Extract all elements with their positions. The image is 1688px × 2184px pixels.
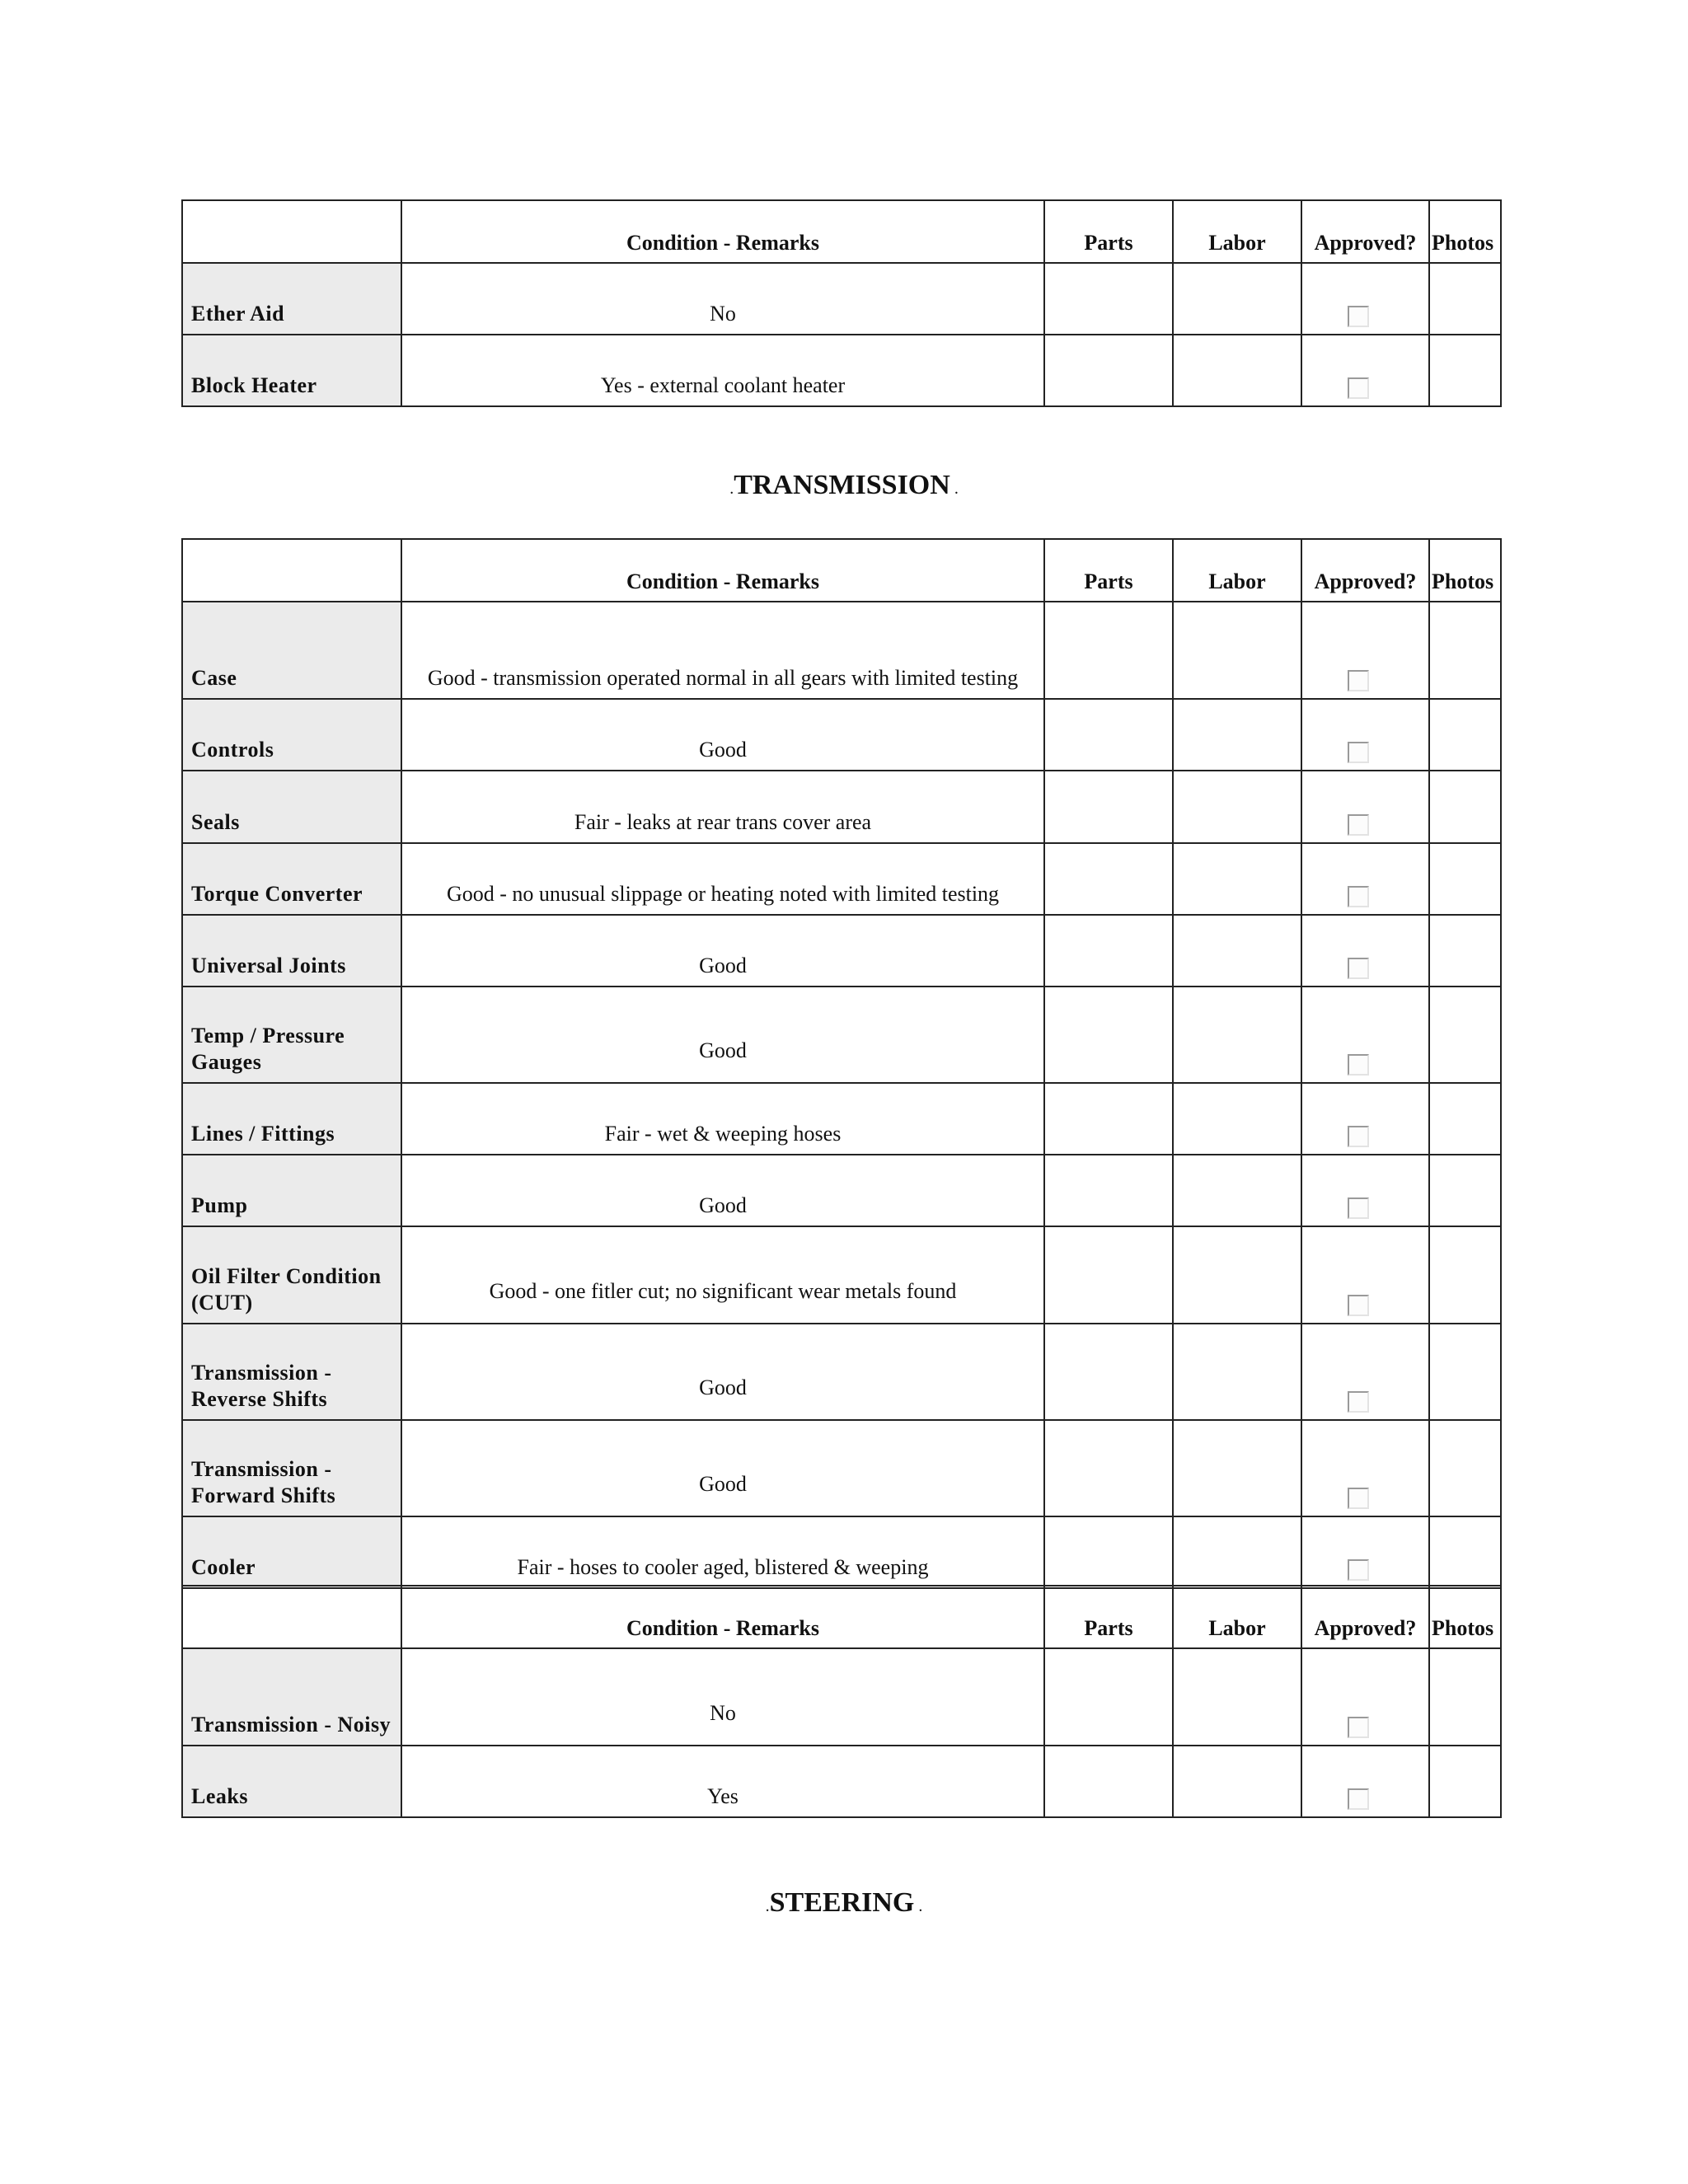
header-photos: Photos xyxy=(1429,200,1501,263)
approved-checkbox[interactable] xyxy=(1348,1717,1369,1738)
photos-cell xyxy=(1429,915,1501,987)
approved-cell xyxy=(1301,843,1429,915)
table-row xyxy=(182,263,1501,335)
header-labor: Labor xyxy=(1173,200,1301,263)
approved-cell xyxy=(1301,1226,1429,1324)
approved-cell xyxy=(1301,915,1429,987)
approved-checkbox[interactable] xyxy=(1348,1391,1369,1413)
table-row xyxy=(182,771,1501,843)
table-row xyxy=(182,1420,1501,1516)
approved-cell xyxy=(1301,335,1429,406)
photos-cell xyxy=(1429,1516,1501,1588)
row-remarks: Good xyxy=(401,1420,1044,1516)
photos-cell xyxy=(1429,602,1501,699)
table-row xyxy=(182,915,1501,987)
row-item-label: Transmission - Reverse Shifts xyxy=(182,1324,401,1420)
table-row xyxy=(182,1648,1501,1746)
steering-title-text: STEERING xyxy=(769,1887,915,1918)
labor-cell xyxy=(1173,335,1301,406)
header-remarks: Condition - Remarks xyxy=(401,200,1044,263)
row-item-label: Transmission - Noisy xyxy=(182,1648,401,1746)
approved-checkbox[interactable] xyxy=(1348,1488,1369,1509)
photos-cell xyxy=(1429,1746,1501,1817)
row-item-label: Oil Filter Condition (CUT) xyxy=(182,1226,401,1324)
parts-cell xyxy=(1044,1324,1173,1420)
approved-checkbox[interactable] xyxy=(1348,377,1369,399)
header-photos: Photos xyxy=(1429,539,1501,602)
labor-cell xyxy=(1173,263,1301,335)
row-remarks: Fair - hoses to cooler aged, blistered & weeping xyxy=(401,1516,1044,1588)
row-remarks: Good - no unusual slippage or heating noted with limited testing xyxy=(401,843,1044,915)
table-row xyxy=(182,335,1501,406)
parts-cell xyxy=(1044,987,1173,1083)
labor-cell xyxy=(1173,699,1301,771)
labor-cell xyxy=(1173,1083,1301,1155)
table-row xyxy=(182,699,1501,771)
header-photos: Photos xyxy=(1429,1586,1501,1648)
approved-checkbox[interactable] xyxy=(1348,1126,1369,1147)
row-item-label: Pump xyxy=(182,1155,401,1226)
approved-checkbox[interactable] xyxy=(1348,1197,1369,1219)
row-item-label: Universal Joints xyxy=(182,915,401,987)
table-header-row xyxy=(182,1586,1501,1648)
parts-cell xyxy=(1044,335,1173,406)
row-remarks: Good xyxy=(401,1155,1044,1226)
approved-cell xyxy=(1301,1324,1429,1420)
approved-checkbox[interactable] xyxy=(1348,958,1369,979)
header-item xyxy=(182,539,401,602)
parts-cell xyxy=(1044,263,1173,335)
photos-cell xyxy=(1429,987,1501,1083)
parts-cell xyxy=(1044,1226,1173,1324)
parts-cell xyxy=(1044,1516,1173,1588)
row-remarks: Good - transmission operated normal in all gears with limited testing xyxy=(401,602,1044,699)
row-item-label: Block Heater xyxy=(182,335,401,406)
parts-cell xyxy=(1044,915,1173,987)
header-remarks: Condition - Remarks xyxy=(401,1586,1044,1648)
table-row xyxy=(182,987,1501,1083)
header-approved: Approved? xyxy=(1301,200,1429,263)
header-item xyxy=(182,1586,401,1648)
labor-cell xyxy=(1173,1155,1301,1226)
parts-cell xyxy=(1044,843,1173,915)
approved-cell xyxy=(1301,1516,1429,1588)
header-parts: Parts xyxy=(1044,200,1173,263)
labor-cell xyxy=(1173,1648,1301,1746)
row-remarks: Fair - wet & weeping hoses xyxy=(401,1083,1044,1155)
photos-cell xyxy=(1429,1324,1501,1420)
labor-cell xyxy=(1173,1324,1301,1420)
row-item-label: Case xyxy=(182,602,401,699)
approved-checkbox[interactable] xyxy=(1348,1054,1369,1076)
photos-cell xyxy=(1429,843,1501,915)
header-labor: Labor xyxy=(1173,539,1301,602)
row-remarks: Fair - leaks at rear trans cover area xyxy=(401,771,1044,843)
row-item-label: Cooler xyxy=(182,1516,401,1588)
section-title-steering: .STEERING . xyxy=(765,1887,923,1918)
parts-cell xyxy=(1044,771,1173,843)
row-item-label: Seals xyxy=(182,771,401,843)
photos-cell xyxy=(1429,771,1501,843)
parts-cell xyxy=(1044,602,1173,699)
row-item-label: Transmission - Forward Shifts xyxy=(182,1420,401,1516)
approved-cell xyxy=(1301,602,1429,699)
header-approved: Approved? xyxy=(1301,1586,1429,1648)
table-row xyxy=(182,1083,1501,1155)
parts-cell xyxy=(1044,699,1173,771)
table-header-row xyxy=(182,200,1501,263)
photos-cell xyxy=(1429,699,1501,771)
transmission-title-text: TRANSMISSION xyxy=(734,470,950,500)
row-remarks: No xyxy=(401,1648,1044,1746)
labor-cell xyxy=(1173,1746,1301,1817)
row-remarks: Yes - external coolant heater xyxy=(401,335,1044,406)
inspection-table-transmission-continued xyxy=(181,1585,1502,1818)
header-item xyxy=(182,200,401,263)
parts-cell xyxy=(1044,1083,1173,1155)
row-remarks: Good xyxy=(401,699,1044,771)
table-row xyxy=(182,843,1501,915)
photos-cell xyxy=(1429,263,1501,335)
inspection-table-transmission xyxy=(181,538,1502,1589)
row-item-label: Lines / Fittings xyxy=(182,1083,401,1155)
row-remarks: Good - one fitler cut; no significant wear metals found xyxy=(401,1226,1044,1324)
labor-cell xyxy=(1173,1420,1301,1516)
row-item-label: Controls xyxy=(182,699,401,771)
row-remarks: Good xyxy=(401,915,1044,987)
table-row xyxy=(182,1516,1501,1588)
approved-checkbox[interactable] xyxy=(1348,1788,1369,1810)
section-title-transmission: .TRANSMISSION . xyxy=(729,470,959,500)
row-item-label: Torque Converter xyxy=(182,843,401,915)
header-parts: Parts xyxy=(1044,539,1173,602)
header-remarks: Condition - Remarks xyxy=(401,539,1044,602)
approved-checkbox[interactable] xyxy=(1348,886,1369,907)
row-item-label: Ether Aid xyxy=(182,263,401,335)
approved-checkbox[interactable] xyxy=(1348,306,1369,327)
approved-checkbox[interactable] xyxy=(1348,670,1369,691)
labor-cell xyxy=(1173,1516,1301,1588)
row-item-label: Temp / Pressure Gauges xyxy=(182,987,401,1083)
approved-cell xyxy=(1301,1420,1429,1516)
table-row xyxy=(182,1155,1501,1226)
approved-checkbox[interactable] xyxy=(1348,1559,1369,1581)
approved-cell xyxy=(1301,699,1429,771)
approved-cell xyxy=(1301,1746,1429,1817)
labor-cell xyxy=(1173,843,1301,915)
photos-cell xyxy=(1429,335,1501,406)
row-remarks: Good xyxy=(401,987,1044,1083)
inspection-table-engine-extras xyxy=(181,199,1502,407)
parts-cell xyxy=(1044,1648,1173,1746)
row-remarks: Yes xyxy=(401,1746,1044,1817)
approved-cell xyxy=(1301,1155,1429,1226)
approved-cell xyxy=(1301,1083,1429,1155)
labor-cell xyxy=(1173,771,1301,843)
photos-cell xyxy=(1429,1648,1501,1746)
row-remarks: Good xyxy=(401,1324,1044,1420)
header-labor: Labor xyxy=(1173,1586,1301,1648)
approved-checkbox[interactable] xyxy=(1348,1295,1369,1316)
labor-cell xyxy=(1173,987,1301,1083)
approved-cell xyxy=(1301,1648,1429,1746)
photos-cell xyxy=(1429,1226,1501,1324)
approved-checkbox[interactable] xyxy=(1348,814,1369,836)
row-remarks: No xyxy=(401,263,1044,335)
labor-cell xyxy=(1173,1226,1301,1324)
labor-cell xyxy=(1173,602,1301,699)
photos-cell xyxy=(1429,1420,1501,1516)
approved-cell xyxy=(1301,263,1429,335)
approved-cell xyxy=(1301,987,1429,1083)
table-row xyxy=(182,602,1501,699)
parts-cell xyxy=(1044,1155,1173,1226)
table-row xyxy=(182,1746,1501,1817)
photos-cell xyxy=(1429,1083,1501,1155)
header-parts: Parts xyxy=(1044,1586,1173,1648)
parts-cell xyxy=(1044,1746,1173,1817)
row-item-label: Leaks xyxy=(182,1746,401,1817)
approved-cell xyxy=(1301,771,1429,843)
table-header-row xyxy=(182,539,1501,602)
table-row xyxy=(182,1324,1501,1420)
parts-cell xyxy=(1044,1420,1173,1516)
labor-cell xyxy=(1173,915,1301,987)
table-row xyxy=(182,1226,1501,1324)
approved-checkbox[interactable] xyxy=(1348,742,1369,763)
header-approved: Approved? xyxy=(1301,539,1429,602)
photos-cell xyxy=(1429,1155,1501,1226)
